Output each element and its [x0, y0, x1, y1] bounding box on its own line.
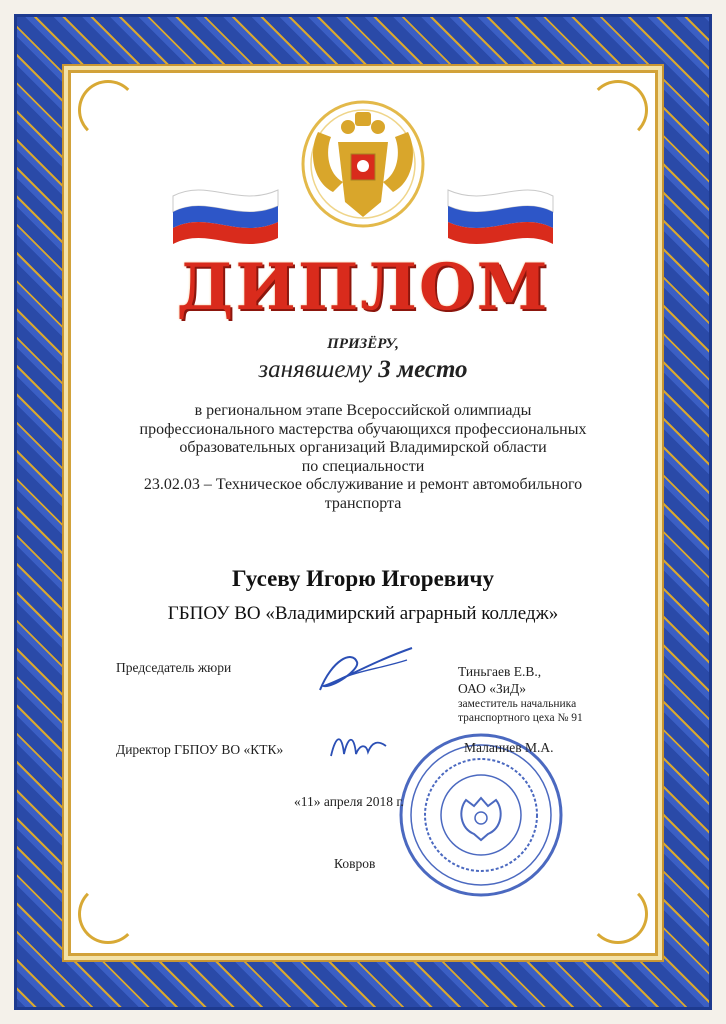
description-line: профессионального мастерства обучающихся профессиональных [139, 420, 587, 438]
jury-chair-company: ОАО «ЗиД» [458, 681, 526, 696]
prize-label: ПРИЗЁРУ, [327, 336, 399, 352]
director-signature [326, 726, 396, 766]
jury-chair-label: Председатель жюри [116, 660, 232, 675]
issue-city: Ковров [334, 856, 376, 871]
corner-ornament [588, 884, 648, 944]
description-line: 23.02.03 – Техническое обслуживание и ремонт автомобильного [143, 476, 583, 493]
place-line [0, 356, 726, 384]
issue-date: «11» апреля 2018 г. [294, 794, 404, 809]
description-line: образовательных организаций Владимирской области [179, 439, 547, 456]
recipient-organization: ГБПОУ ВО «Владимирский аграрный колледж» [167, 603, 559, 624]
jury-chair-signature [312, 640, 422, 700]
description-line: в региональном этапе Всероссийской олимпиады [194, 402, 532, 419]
corner-ornament [588, 80, 648, 140]
place-prefix: занявшему [258, 356, 372, 383]
diploma-title: ДИПЛОМ [176, 250, 550, 325]
recipient-name: Гусеву Игорю Игоревичу [232, 566, 494, 591]
corner-ornament [78, 884, 138, 944]
corner-ornament [78, 80, 138, 140]
director-label: Директор ГБПОУ ВО «КТК» [116, 742, 284, 757]
jury-chair-position: заместитель начальника [458, 698, 577, 710]
jury-chair-position: транспортного цеха № 91 [458, 712, 583, 724]
jury-chair-name: Тиньгаев Е.В., [458, 664, 542, 679]
coat-of-arms-icon [263, 92, 463, 262]
description-line: транспорта [324, 494, 402, 512]
description [100, 402, 626, 513]
director-name: Маланиев М.А. [464, 740, 554, 755]
place-value: 3 место [378, 356, 468, 383]
description-line: по специальности [301, 457, 425, 475]
